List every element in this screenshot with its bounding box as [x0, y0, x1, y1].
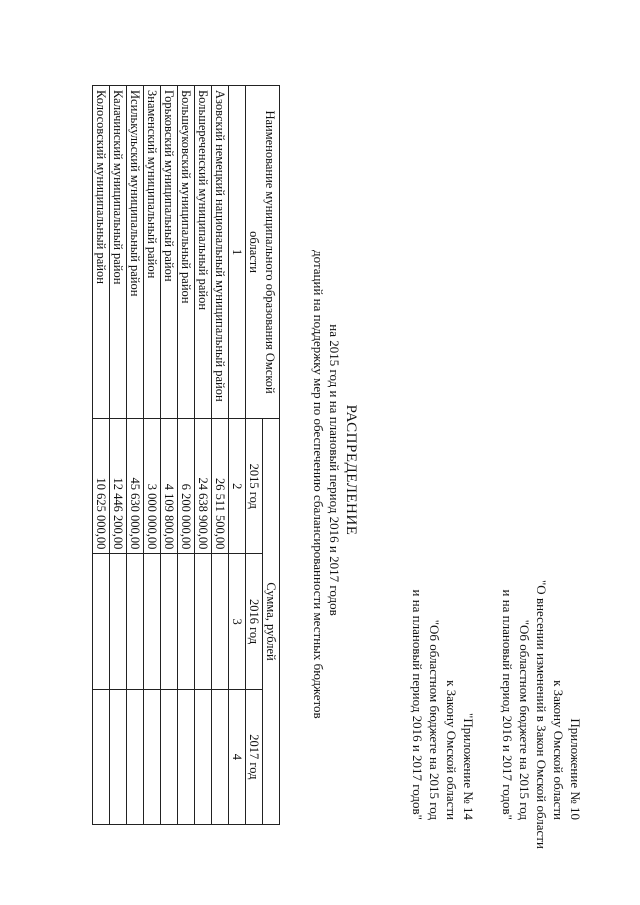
original-appendix-header [409, 580, 477, 820]
appendix-header-line: и на плановый период 2016 и 2017 годов" [500, 589, 515, 820]
amount-2017 [212, 689, 229, 824]
original-appendix-line: и на плановый период 2016 и 2017 годов" [410, 589, 425, 820]
amount-2016 [161, 554, 178, 689]
amount-2015: 24 638 900,00 [195, 419, 212, 554]
amount-2017 [110, 689, 127, 824]
municipality-name: Исилькульский муниципальный район [127, 86, 144, 419]
municipality-name: Калачинский муниципальный район [110, 86, 127, 419]
amount-2016 [144, 554, 161, 689]
amount-2015: 12 446 200,00 [110, 419, 127, 554]
amount-2017 [93, 689, 110, 824]
municipality-name: Колосовский муниципальный район [93, 86, 110, 419]
column-header-sum: Сумма, рублей [263, 419, 280, 825]
amount-2017 [161, 689, 178, 824]
column-number: 3 [229, 554, 246, 689]
appendix-header-line: "О внесении изменений в Закон Омской области [534, 580, 549, 849]
table-row [144, 86, 161, 825]
original-appendix-line: к Закону Омской области [444, 680, 459, 820]
appendix-header [499, 580, 584, 849]
column-header-2015: 2015 год [246, 419, 263, 554]
appendix-header-line: Приложение № 10 [568, 718, 583, 820]
appendix-header-line: к Закону Омской области [551, 680, 566, 820]
amount-2015: 45 630 000,00 [127, 419, 144, 554]
table-row [195, 86, 212, 825]
table-row [178, 86, 195, 825]
municipality-name: Азовский немецкий национальный муниципальный район [212, 86, 229, 419]
title-subject: дотаций на поддержку мер по обеспечению сбалансированности местных бюджетов [311, 250, 326, 719]
amount-2017 [144, 689, 161, 824]
municipality-name: Большеуковский муниципальный район [178, 86, 195, 419]
amount-2016 [127, 554, 144, 689]
amount-2016 [195, 554, 212, 689]
amount-2017 [127, 689, 144, 824]
municipality-name: Большереченский муниципальный район [195, 86, 212, 419]
column-header-name: Наименование муниципального образования Омской области [246, 86, 280, 419]
amount-2015: 4 109 800,00 [161, 419, 178, 554]
column-number: 4 [229, 689, 246, 824]
appendix-header-line: "Об областном бюджете на 2015 год [517, 619, 532, 820]
amount-2015: 3 000 000,00 [144, 419, 161, 554]
table-row [127, 86, 144, 825]
table-row [93, 86, 110, 825]
amount-2016 [110, 554, 127, 689]
column-header-2017: 2017 год [246, 689, 263, 824]
column-number: 1 [229, 86, 246, 419]
table-row [161, 86, 178, 825]
table-row [212, 86, 229, 825]
document-title [310, 250, 360, 719]
amount-2015: 6 200 000,00 [178, 419, 195, 554]
table-row [110, 86, 127, 825]
original-appendix-line: "Об областном бюджете на 2015 год [427, 619, 442, 820]
amount-2017 [195, 689, 212, 824]
amount-2016 [178, 554, 195, 689]
amount-2016 [93, 554, 110, 689]
municipality-name: Горьковский муниципальный район [161, 86, 178, 419]
municipality-name: Знаменский муниципальный район [144, 86, 161, 419]
original-appendix-line: "Приложение № 14 [461, 713, 476, 820]
title-heading: РАСПРЕДЕЛЕНИЕ [343, 404, 359, 536]
amount-2017 [178, 689, 195, 824]
amount-2016 [212, 554, 229, 689]
distribution-table [92, 85, 280, 825]
column-header-2016: 2016 год [246, 554, 263, 689]
amount-2015: 10 625 000,00 [93, 419, 110, 554]
amount-2015: 26 511 500,00 [212, 419, 229, 554]
column-number: 2 [229, 419, 246, 554]
title-period: на 2015 год и на плановый период 2016 и 2017 годов [327, 324, 342, 616]
